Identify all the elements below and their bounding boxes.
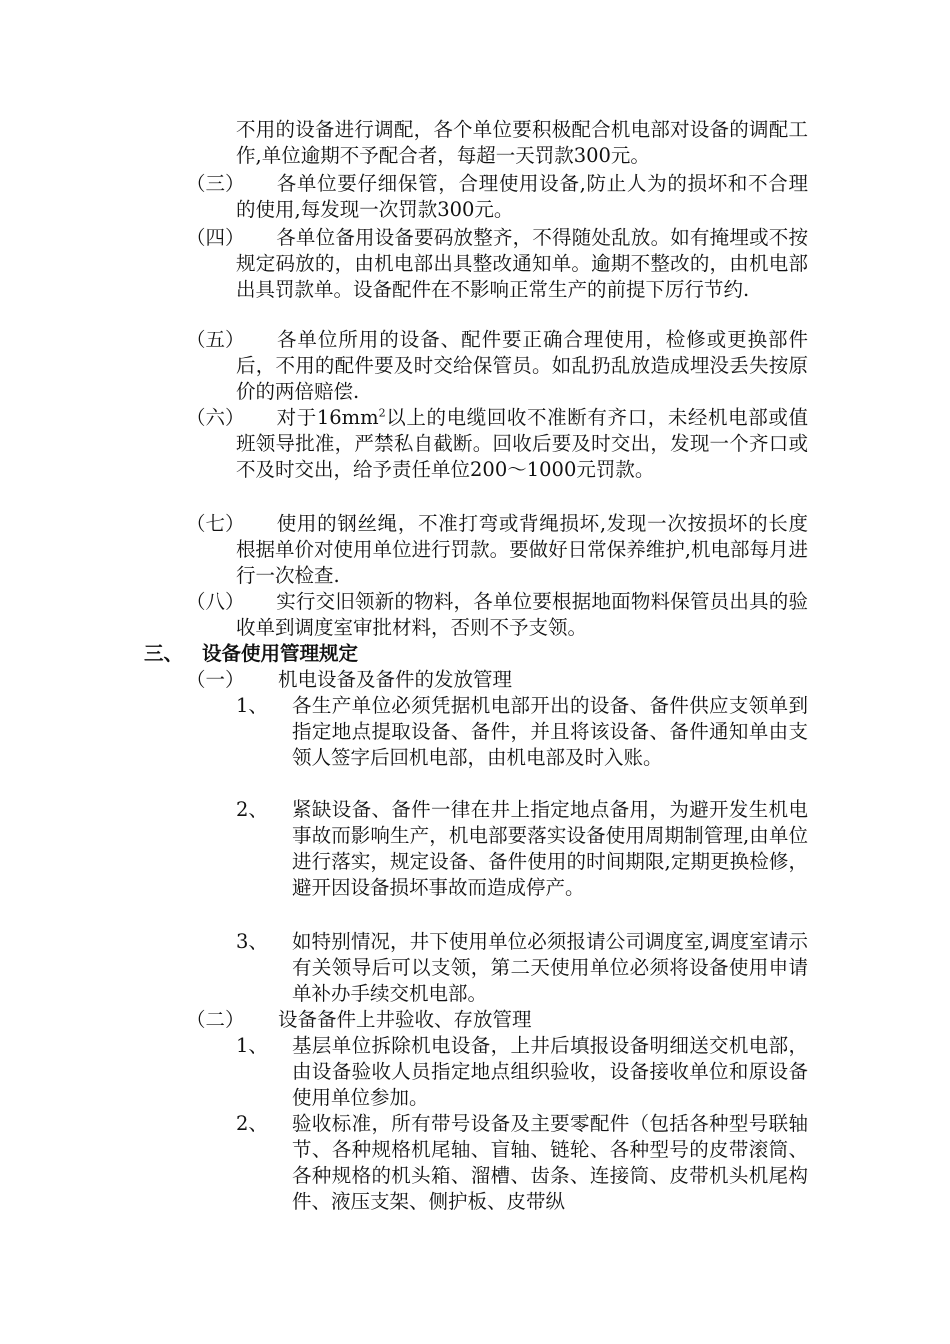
section-label-3: 三、 (144, 642, 184, 665)
item-text-4: 各单位备用设备要码放整齐，不得随处乱放。如有掩埋或不按规定码放的，由机电部出具整改通知单。逾期不整改的，由机电部出具罚款单。设备配件在不影响正常生产的前提下厉行节约. (236, 226, 808, 301)
item-label-5: （五） (186, 328, 245, 351)
list-item-text: 紧缺设备、备件一律在井上指定地点备用，为避开发生机电事故而影响生产，机电部要落实设备使用周期制管理,由单位进行落实，规定设备、备件使用的时间期限,定期更换检修，避开因设备损坏事故而造成停产。 (292, 798, 808, 899)
list-item-text: 验收标准，所有带号设备及主要零配件（包括各种型号联轴节、各种规格机尾轴、盲轴、链轮、各种型号的皮带滚筒、各种规格的机头箱、溜槽、齿条、连接筒、皮带机头机尾构件、液压支架、侧护板、皮带纵 (292, 1112, 808, 1213)
list-item-text: 如特别情况，井下使用单位必须报请公司调度室,调度室请示有关领导后可以支领，第二天使用单位必须将设备使用申请单补办手续交机电部。 (292, 930, 808, 1005)
subsection-label-2: （二） (186, 1008, 245, 1031)
subsection-title-1: 机电设备及备件的发放管理 (278, 668, 513, 691)
superscript-2: 2 (378, 406, 386, 420)
item-text-7: 使用的钢丝绳，不准打弯或背绳损坏,发现一次按损坏的长度根据单价对使用单位进行罚款。要做好日常保养维护,机电部每月进行一次检查. (236, 512, 808, 587)
list-item-label: 2、 (236, 798, 268, 821)
list-item-text: 基层单位拆除机电设备，上井后填报设备明细送交机电部，由设备验收人员指定地点组织验收，设备接收单位和原设备使用单位参加。 (292, 1034, 808, 1109)
list-item-label: 1、 (236, 1034, 268, 1057)
list-item-label: 1、 (236, 694, 268, 717)
list-item-label: 2、 (236, 1112, 268, 1135)
subsection-label-1: （一） (186, 668, 245, 691)
section-title-3: 设备使用管理规定 (202, 642, 359, 665)
item-label-3: （三） (186, 172, 245, 195)
item-label-7: （七） (186, 512, 245, 535)
item-label-8: （八） (186, 590, 245, 613)
item-text-5: 各单位所用的设备、配件要正确合理使用，检修或更换部件后，不用的配件要及时交给保管员。如乱扔乱放造成埋没丢失按原价的两倍赔偿. (236, 328, 808, 403)
item-label-4: （四） (186, 226, 245, 249)
list-item-label: 3、 (236, 930, 268, 953)
continuation-paragraph: 不用的设备进行调配，各个单位要积极配合机电部对设备的调配工作,单位逾期不予配合者，每超一天罚款300元。 (236, 118, 808, 167)
item-text-6: 对于$16mm^2$以上的电缆回收不准断有齐口，未经机电部或值班领导批准，严禁私自截断。回收后要及时交出，发现一个齐口或不及时交出，给予责任单位200～1000元罚款。 (236, 406, 808, 481)
item-text-8: 实行交旧领新的物料，各单位要根据地面物料保管员出具的验收单到调度室审批材料，否则不予支领。 (236, 590, 808, 639)
item-label-6: （六） (186, 406, 245, 429)
subsection-title-2: 设备备件上井验收、存放管理 (278, 1008, 532, 1031)
list-item-text: 各生产单位必须凭据机电部开出的设备、备件供应支领单到指定地点提取设备、备件，并且将该设备、备件通知单由支领人签字后回机电部，由机电部及时入账。 (292, 694, 808, 769)
item-text-3: 各单位要仔细保管，合理使用设备,防止人为的损坏和不合理的使用,每发现一次罚款300元。 (236, 172, 808, 221)
